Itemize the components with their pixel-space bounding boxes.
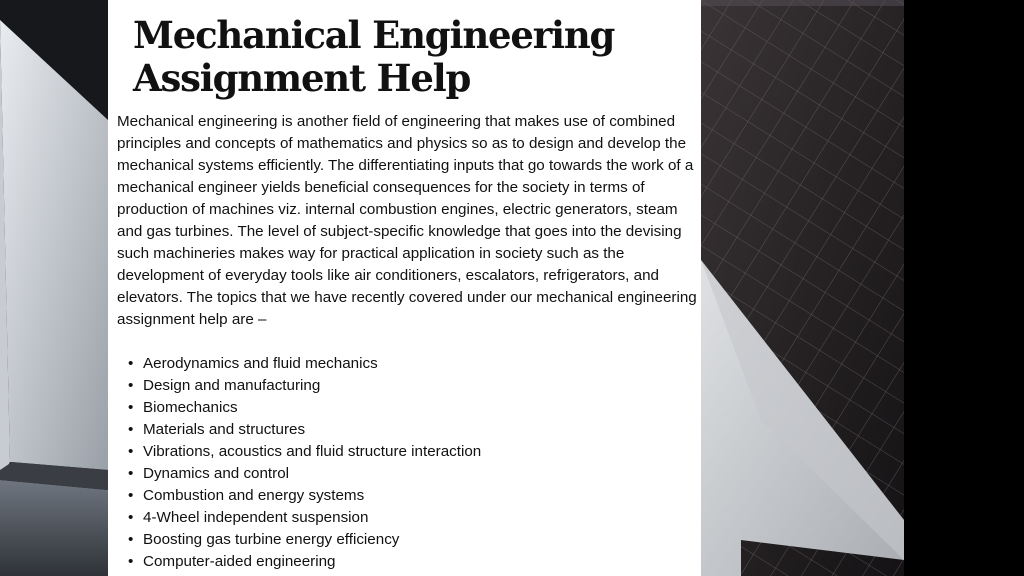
bullet-icon: • bbox=[128, 421, 134, 438]
list-item-text: Design and manufacturing bbox=[143, 377, 321, 394]
list-item bbox=[117, 441, 697, 463]
list-item bbox=[117, 529, 697, 551]
left-architecture-photo bbox=[0, 0, 108, 576]
list-item bbox=[117, 353, 697, 375]
page-title: Mechanical Engineering Assignment Help bbox=[133, 13, 615, 100]
bullet-icon: • bbox=[128, 465, 134, 482]
bullet-icon: • bbox=[128, 377, 134, 394]
content-panel bbox=[108, 0, 701, 576]
bullet-icon: • bbox=[128, 509, 134, 526]
list-item-text: Boosting gas turbine energy efficiency bbox=[143, 531, 400, 548]
bullet-icon: • bbox=[128, 553, 134, 570]
bullet-icon: • bbox=[128, 443, 134, 460]
list-item bbox=[117, 507, 697, 529]
list-item bbox=[117, 463, 697, 485]
list-item-text: Combustion and energy systems bbox=[143, 487, 365, 504]
list-item bbox=[117, 551, 697, 573]
list-item-text: Computer-aided engineering bbox=[143, 553, 336, 570]
bullet-icon: • bbox=[128, 531, 134, 548]
list-item-text: Aerodynamics and fluid mechanics bbox=[143, 355, 378, 372]
list-item bbox=[117, 485, 697, 507]
list-item bbox=[117, 419, 697, 441]
right-architecture-photo bbox=[701, 0, 904, 576]
bullet-icon: • bbox=[128, 399, 134, 416]
topic-list bbox=[117, 353, 697, 573]
list-item-text: 4-Wheel independent suspension bbox=[143, 509, 369, 526]
list-item-text: Vibrations, acoustics and fluid structure interaction bbox=[143, 443, 482, 460]
list-item bbox=[117, 375, 697, 397]
bullet-icon: • bbox=[128, 355, 134, 372]
list-item-text: Dynamics and control bbox=[143, 465, 290, 482]
list-item-text: Biomechanics bbox=[143, 399, 238, 416]
list-item-text: Materials and structures bbox=[143, 421, 306, 438]
body-paragraph: Mechanical engineering is another field of engineering that makes use of combined principles and concepts of mathematics and physics so as to design and develop the mechanical systems efficiently. The differentiating inputs that go towards the work of a mechanical engineer yields beneficial consequences for the society in terms of production of machines viz. internal combustion engines, electric generators, steam and gas turbines. The level of subject-specific knowledge that goes into the devising such machineries makes way for practical application in society such as the development of everyday tools like air conditioners, escalators, refrigerators, and elevators. The topics that we have recently covered under our mechanical engineering assignment help are – bbox=[117, 113, 697, 328]
list-item bbox=[117, 397, 697, 419]
bullet-icon: • bbox=[128, 487, 134, 504]
right-black-bar bbox=[904, 0, 1024, 576]
